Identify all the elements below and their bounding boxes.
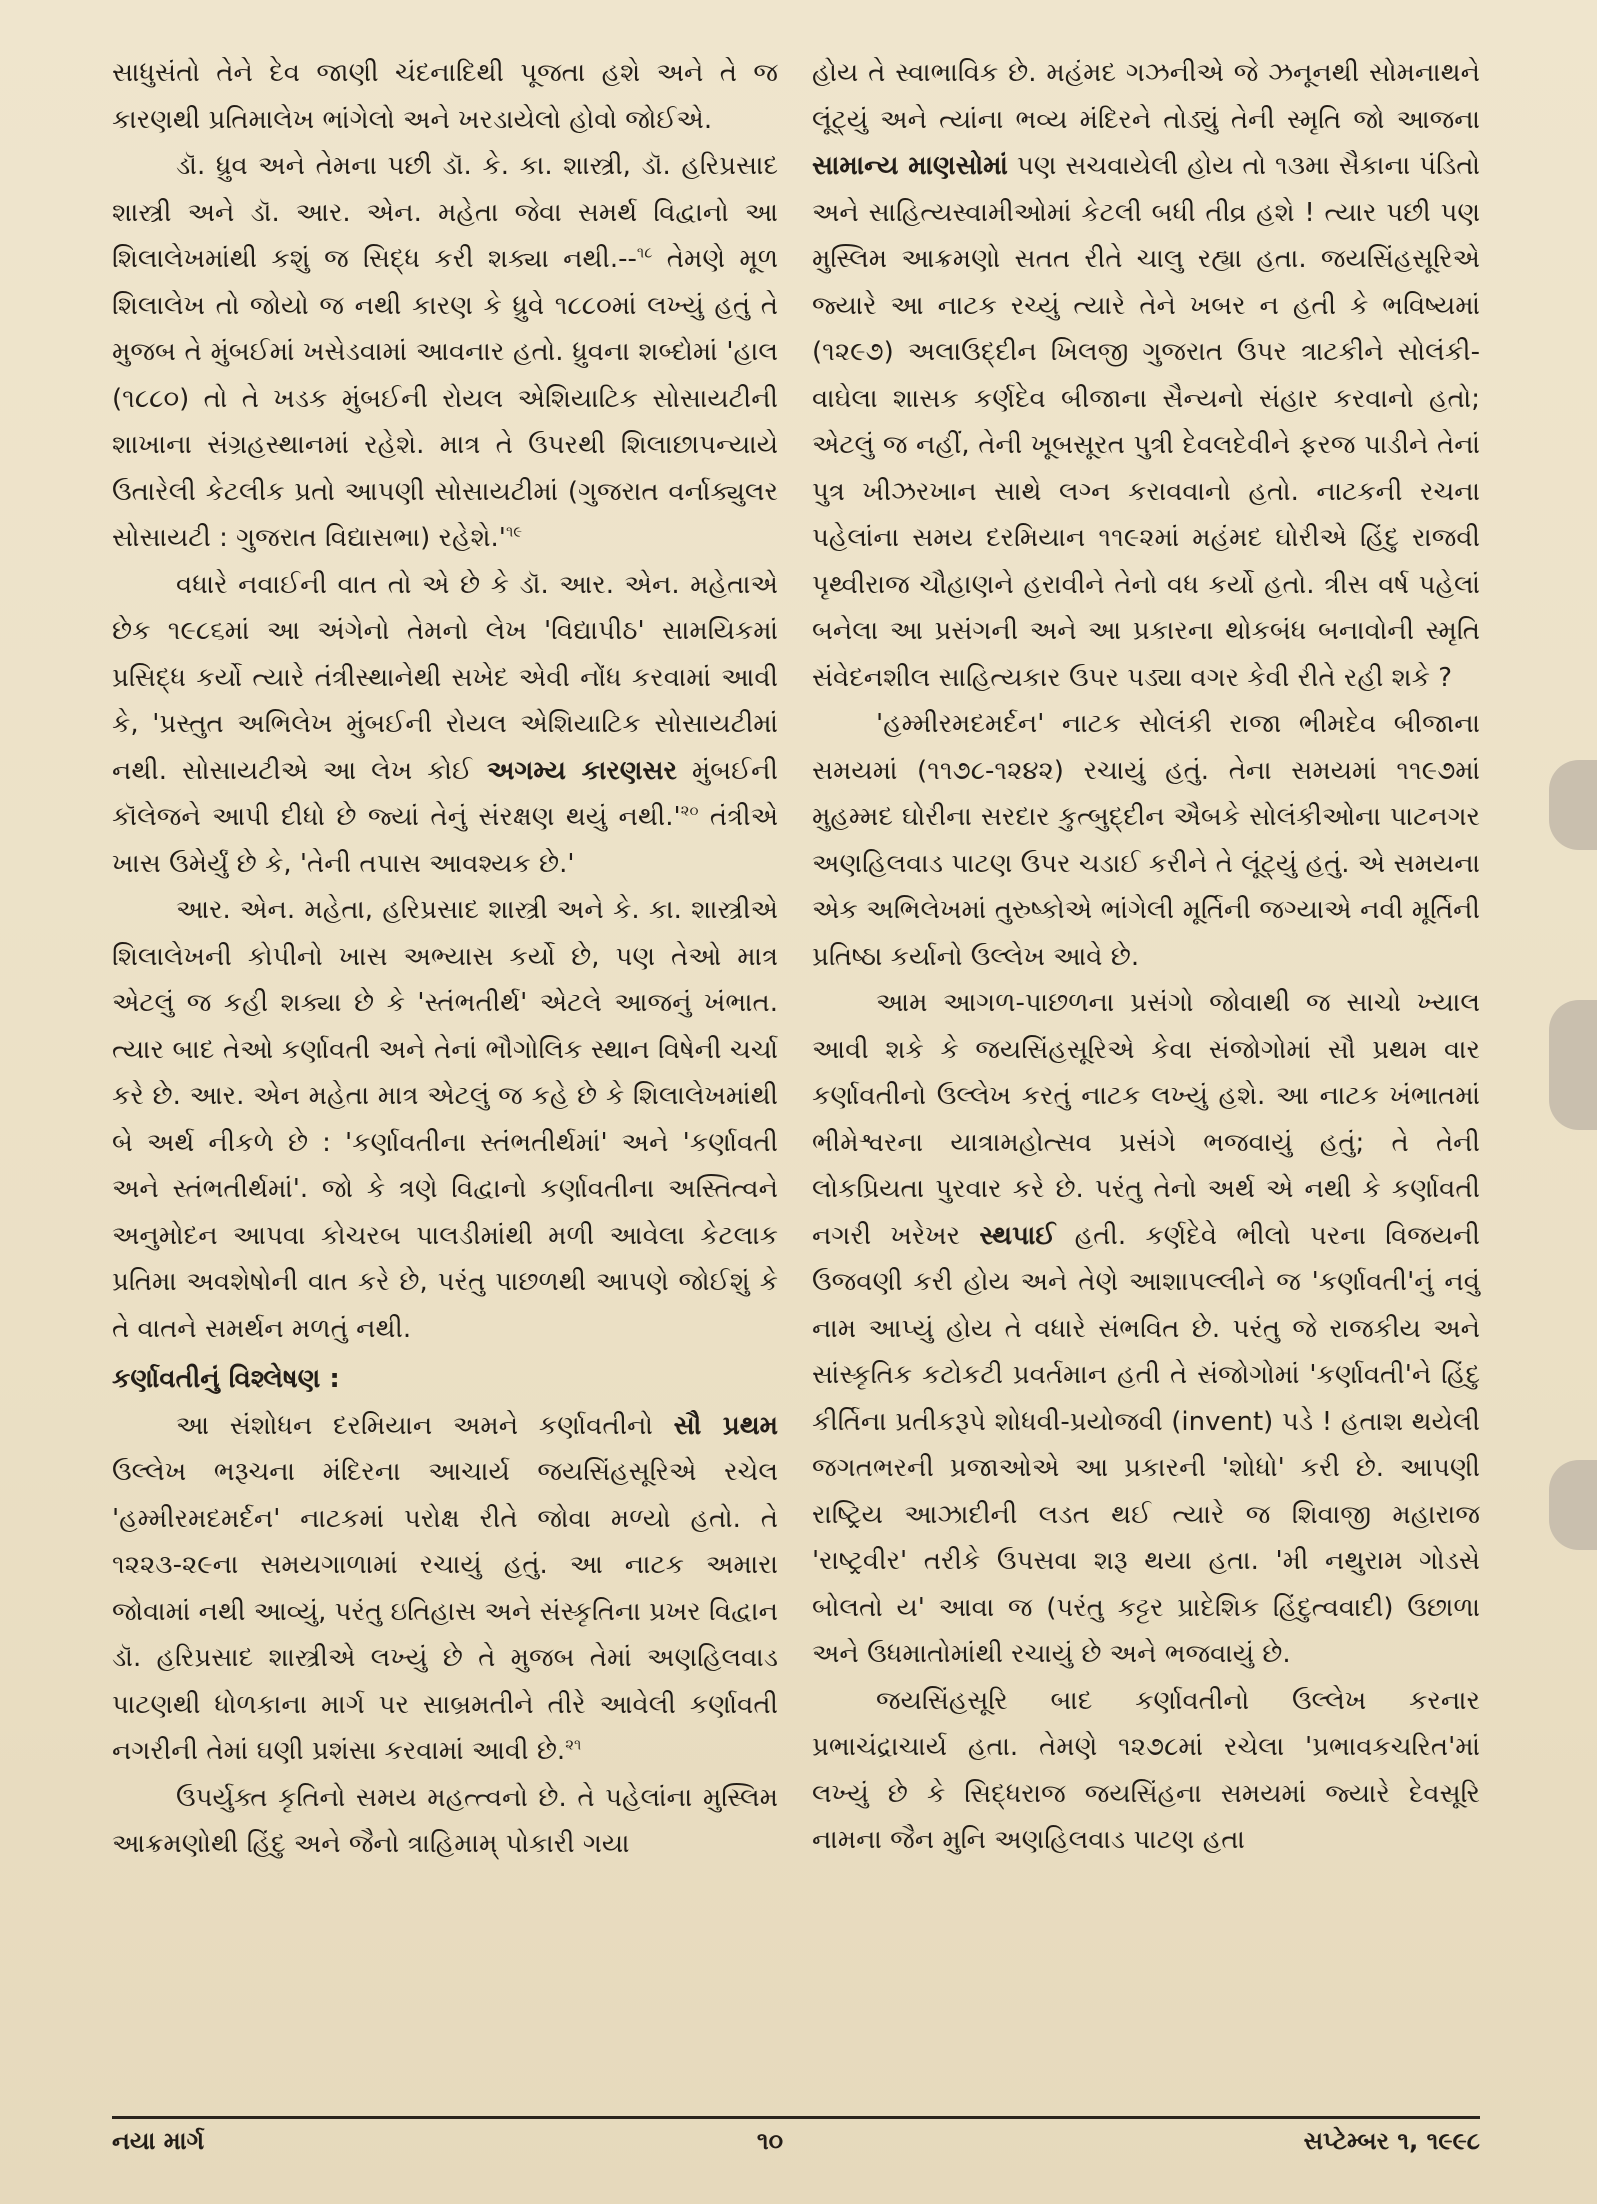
bold-text: સૌ પ્રથમ [673, 1410, 778, 1441]
bold-text: અગમ્ય કારણસર [486, 755, 677, 786]
text: વધારે નવાઈની વાત તો એ છે કે ડૉ. આર. એન. મહેતાએ છેક ૧૯૮૬માં આ અંગેનો તેમનો લેખ 'વિદ્યાપીઠ' સામયિકમાં પ્રસિદ્ધ કર્યો ત્યારે તંત્રીસ્થાનેથી સખેદ એવી નોંધ કરવામાં આવી કે, 'પ્રસ્તુત અભિલેખ મુંબઈની રોયલ એશિયાટિક સોસાયટીમાં નથી. સોસાયટીએ આ લેખ કોઈ [112, 569, 778, 786]
paragraph [112, 887, 778, 1352]
left-column [112, 50, 778, 1868]
magazine-name: નયા માર્ગ [112, 2127, 205, 2155]
section-heading: કર્ણાવતીનું વિશ્લેષણ : [112, 1364, 340, 1394]
footnote-ref: ૨૧ [565, 1735, 582, 1754]
text: જયસિંહસૂરિ બાદ કર્ણાવતીનો ઉલ્લેખ કરનાર પ્રભાચંદ્રાચાર્ય હતા. તેમણે ૧૨૭૮માં રચેલા 'પ્રભાવકચરિત'માં લખ્યું છે કે સિદ્ધરાજ જયસિંહના સમયમાં જ્યારે દેવસૂરિ નામના જૈન મુનિ અણહિલવાડ પાટણ હતા [812, 1685, 1480, 1855]
text: મુંબઈની કૉલેજને આપી દીધો છે જ્યાં તેનું સંરક્ષણ થયું નથી.' [112, 755, 778, 832]
footnote-ref: ૧૮ [636, 243, 653, 262]
text: ઉલ્લેખ ભરૂચના મંદિરના આચાર્ય જયસિંહસૂરિએ રચેલ 'હમ્મીરમદમર્દન' નાટકમાં પરોક્ષ રીતે જોવા મળ્યો હતો. તે ૧૨૨૩-૨૯ના સમયગાળામાં રચાયું હતું. આ નાટક અમારા જોવામાં નથી આવ્યું, પરંતુ ઇતિહાસ અને સંસ્કૃતિના પ્રખર વિદ્વાન ડૉ. હરિપ્રસાદ શાસ્ત્રીએ લખ્યું છે તે મુજબ તેમાં અણહિલવાડ પાટણથી ધોળકાના માર્ગ પર સાબ્રમતીને તીરે આવેલી કર્ણાવતી નગરીની તેમાં ઘણી પ્રશંસા કરવામાં આવી છે. [112, 1457, 778, 1766]
footer-rule [112, 2116, 1480, 2119]
footnote-ref: ૧૯ [505, 522, 523, 541]
right-column [812, 50, 1480, 1864]
paragraph [112, 562, 778, 888]
text: તંત્રીએ ખાસ ઉમેર્યું છે કે, 'તેની તપાસ આવશ્યક છે.' [112, 802, 779, 879]
text: ડૉ. ધ્રુવ અને તેમના પછી ડૉ. કે. કા. શાસ્ત્રી, ડૉ. હરિપ્રસાદ શાસ્ત્રી અને ડૉ. આર. એન. મહેતા જેવા સમર્થ વિદ્વાનો આ શિલાલેખમાંથી કશું જ સિદ્ધ કરી શક્યા નથી.-- [112, 151, 778, 274]
paper-tear [1549, 1460, 1597, 1550]
text: હતી. કર્ણદેવે ભીલો પરના વિજયની ઉજવણી કરી હોય અને તેણે આશાપલ્લીને જ 'કર્ણાવતી'નું નવું નામ આપ્યું હોય તે વધારે સંભવિત છે. પરંતુ જે રાજકીય અને સાંસ્કૃતિક કટોકટી પ્રવર્તમાન હતી તે સંજોગોમાં 'કર્ણાવતી'ને હિંદુ કીર્તિના પ્રતીકરૂપે શોધવી-પ્રયોજવી (invent) પડે ! હતાશ થયેલી જગતભરની પ્રજાઓએ આ પ્રકારની 'શોધો' કરી છે. આપણી રાષ્ટ્રિય આઝાદીની લડત થઈ ત્યારે જ શિવાજી મહારાજ 'રાષ્ટ્રવીર' તરીકે ઉપસવા શરૂ થયા હતા. 'મી નથુરામ ગોડસે બોલતો ય' આવા જ (પરંતુ કટ્ટર પ્રાદેશિક હિંદુત્વવાદી) ઉછાળા અને ઉધમાતોમાંથી રચાયું છે અને ભજવાયું છે. [812, 1220, 1480, 1669]
text: તેમણે મૂળ શિલાલેખ તો જોયો જ નથી કારણ કે ધ્રુવે ૧૮૮૦માં લખ્યું હતું તે મુજબ તે મુંબઈમાં ખસેડવામાં આવનાર હતો. ધ્રુવના શબ્દોમાં 'હાલ (૧૮૮૦) તો તે ખડક મુંબઈની રોયલ એશિયાટિક સોસાયટીની શાખાના સંગ્રહસ્થાનમાં રહેશે. માત્ર તે ઉપરથી શિલાછાપન્યાયે ઉતારેલી કેટલીક પ્રતો આપણી સોસાયટીમાં (ગુજરાત વર્નાક્યુલર સોસાયટી : ગુજરાત વિદ્યાસભા) રહેશે.' [112, 244, 779, 553]
paragraph [112, 1403, 778, 1775]
text: સાધુસંતો તેને દેવ જાણી ચંદનાદિથી પૂજતા હશે અને તે જ કારણથી પ્રતિમાલેખ ભાંગેલો અને ખરડાયેલો હોવો જોઈએ. [112, 58, 778, 135]
paragraph [812, 980, 1480, 1678]
text: આ સંશોધન દરમિયાન અમને કર્ણાવતીનો [176, 1410, 674, 1441]
paragraph [112, 143, 778, 562]
paragraph [112, 50, 778, 143]
text: આમ આગળ-પાછળના પ્રસંગો જોવાથી જ સાચો ખ્યાલ આવી શકે કે જયસિંહસૂરિએ કેવા સંજોગોમાં સૌ પ્રથમ વાર કર્ણાવતીનો ઉલ્લેખ કરતું નાટક લખ્યું હશે. આ નાટક ખંભાતમાં ભીમેશ્વરના યાત્રામહોત્સવ પ્રસંગે ભજવાયું હતું; તે તેની લોકપ્રિયતા પુરવાર કરે છે. પરંતુ તેનો અર્થ એ નથી કે કર્ણાવતી નગરી ખરેખર [812, 988, 1480, 1251]
paragraph [812, 701, 1480, 980]
text: હોય તે સ્વાભાવિક છે. મહંમદ ગઝનીએ જે ઝનૂનથી સોમનાથને લૂંટ્યું અને ત્યાંના ભવ્ય મંદિરને તોડ્યું તેની સ્મૃતિ જો આજના [812, 58, 1480, 135]
footnote-ref: ૨૦ [680, 801, 699, 820]
paper-tear [1549, 760, 1597, 850]
page-number: ૧૦ [756, 2127, 784, 2155]
text: આર. એન. મહેતા, હરિપ્રસાદ શાસ્ત્રી અને કે. કા. શાસ્ત્રીએ શિલાલેખની કોપીનો ખાસ અભ્યાસ કર્યો છે, પણ તેઓ માત્ર એટલું જ કહી શક્યા છે કે 'સ્તંભતીર્થ' એટલે આજનું ખંભાત. ત્યાર બાદ તેઓ કર્ણાવતી અને તેનાં ભૌગોલિક સ્થાન વિષેની ચર્ચા કરે છે. આર. એન મહેતા માત્ર એટલું જ કહે છે કે શિલાલેખમાંથી બે અર્થ નીકળે છે : 'કર્ણાવતીના સ્તંભતીર્થમાં' અને 'કર્ણાવતી અને સ્તંભતીર્થમાં'. જો કે ત્રણે વિદ્વાનો કર્ણાવતીના અસ્તિત્વને અનુમોદન આપવા કોચરબ પાલડીમાંથી મળી આવેલા કેટલાક પ્રતિમા અવશેષોની વાત કરે છે, પરંતુ પાછળથી આપણે જોઈશું કે તે વાતને સમર્થન મળતું નથી. [112, 895, 778, 1344]
text: ઉપર્યુક્ત કૃતિનો સમય મહત્ત્વનો છે. તે પહેલાંના મુસ્લિમ આક્રમણોથી હિંદુ અને જૈનો ત્રાહિમામ્ પોકારી ગયા [112, 1782, 778, 1859]
text: પણ સચવાયેલી હોય તો ૧૩મા સૈકાના પંડિતો અને સાહિત્યસ્વામીઓમાં કેટલી બધી તીવ્ર હશે ! ત્યાર પછી પણ મુસ્લિમ આક્રમણો સતત રીતે ચાલુ રહ્યા હતા. જયસિંહસૂરિએ જ્યારે આ નાટક રચ્યું ત્યારે તેને ખબર ન હતી કે ભવિષ્યમાં (૧૨૯૭) અલાઉદ્દીન ખિલજી ગુજરાત ઉપર ત્રાટકીને સોલંકી-વાઘેલા શાસક કર્ણદેવ બીજાના સૈન્યનો સંહાર કરવાનો હતો; એટલું જ નહીં, તેની ખૂબસૂરત પુત્રી દેવલદેવીને ફરજ પાડીને તેનાં પુત્ર ખીઝરખાન સાથે લગ્ન કરાવવાનો હતો. નાટકની રચના પહેલાંના સમય દરમિયાન ૧૧૯૨માં મહંમદ ઘોરીએ હિંદુ રાજવી પૃથ્વીરાજ ચૌહાણને હરાવીને તેનો વધ કર્યો હતો. ત્રીસ વર્ષ પહેલાં બનેલા આ પ્રસંગની અને આ પ્રકારના થોકબંધ બનાવોની સ્મૃતિ સંવેદનશીલ સાહિત્યકાર ઉપર પડ્યા વગર કેવી રીતે રહી શકે ? [812, 151, 1480, 693]
issue-date: સપ્ટેમ્બર ૧, ૧૯૯૮ [1303, 2127, 1480, 2155]
bold-text: સ્થપાઈ [979, 1220, 1056, 1251]
paragraph [812, 50, 1480, 701]
paragraph [812, 1678, 1480, 1864]
bold-text: સામાન્ય માણસોમાં [812, 151, 1008, 181]
paragraph [112, 1775, 778, 1868]
paper-tear [1549, 1000, 1597, 1130]
text: 'હમ્મીરમદમર્દન' નાટક સોલંકી રાજા ભીમદેવ બીજાના સમયમાં (૧૧૭૮-૧૨૪૨) રચાયું હતું. તેના સમયમાં ૧૧૯૭માં મુહમ્મદ ઘોરીના સરદાર કુત્બુદ્દીન ઐબકે સોલંકીઓના પાટનગર અણહિલવાડ પાટણ ઉપર ચડાઈ કરીને તે લૂંટ્યું હતું. એ સમયના એક અભિલેખમાં તુરુષ્કોએ ભાંગેલી મૂર્તિની જગ્યાએ નવી મૂર્તિની પ્રતિષ્ઠા કર્યાનો ઉલ્લેખ આવે છે. [812, 709, 1480, 972]
